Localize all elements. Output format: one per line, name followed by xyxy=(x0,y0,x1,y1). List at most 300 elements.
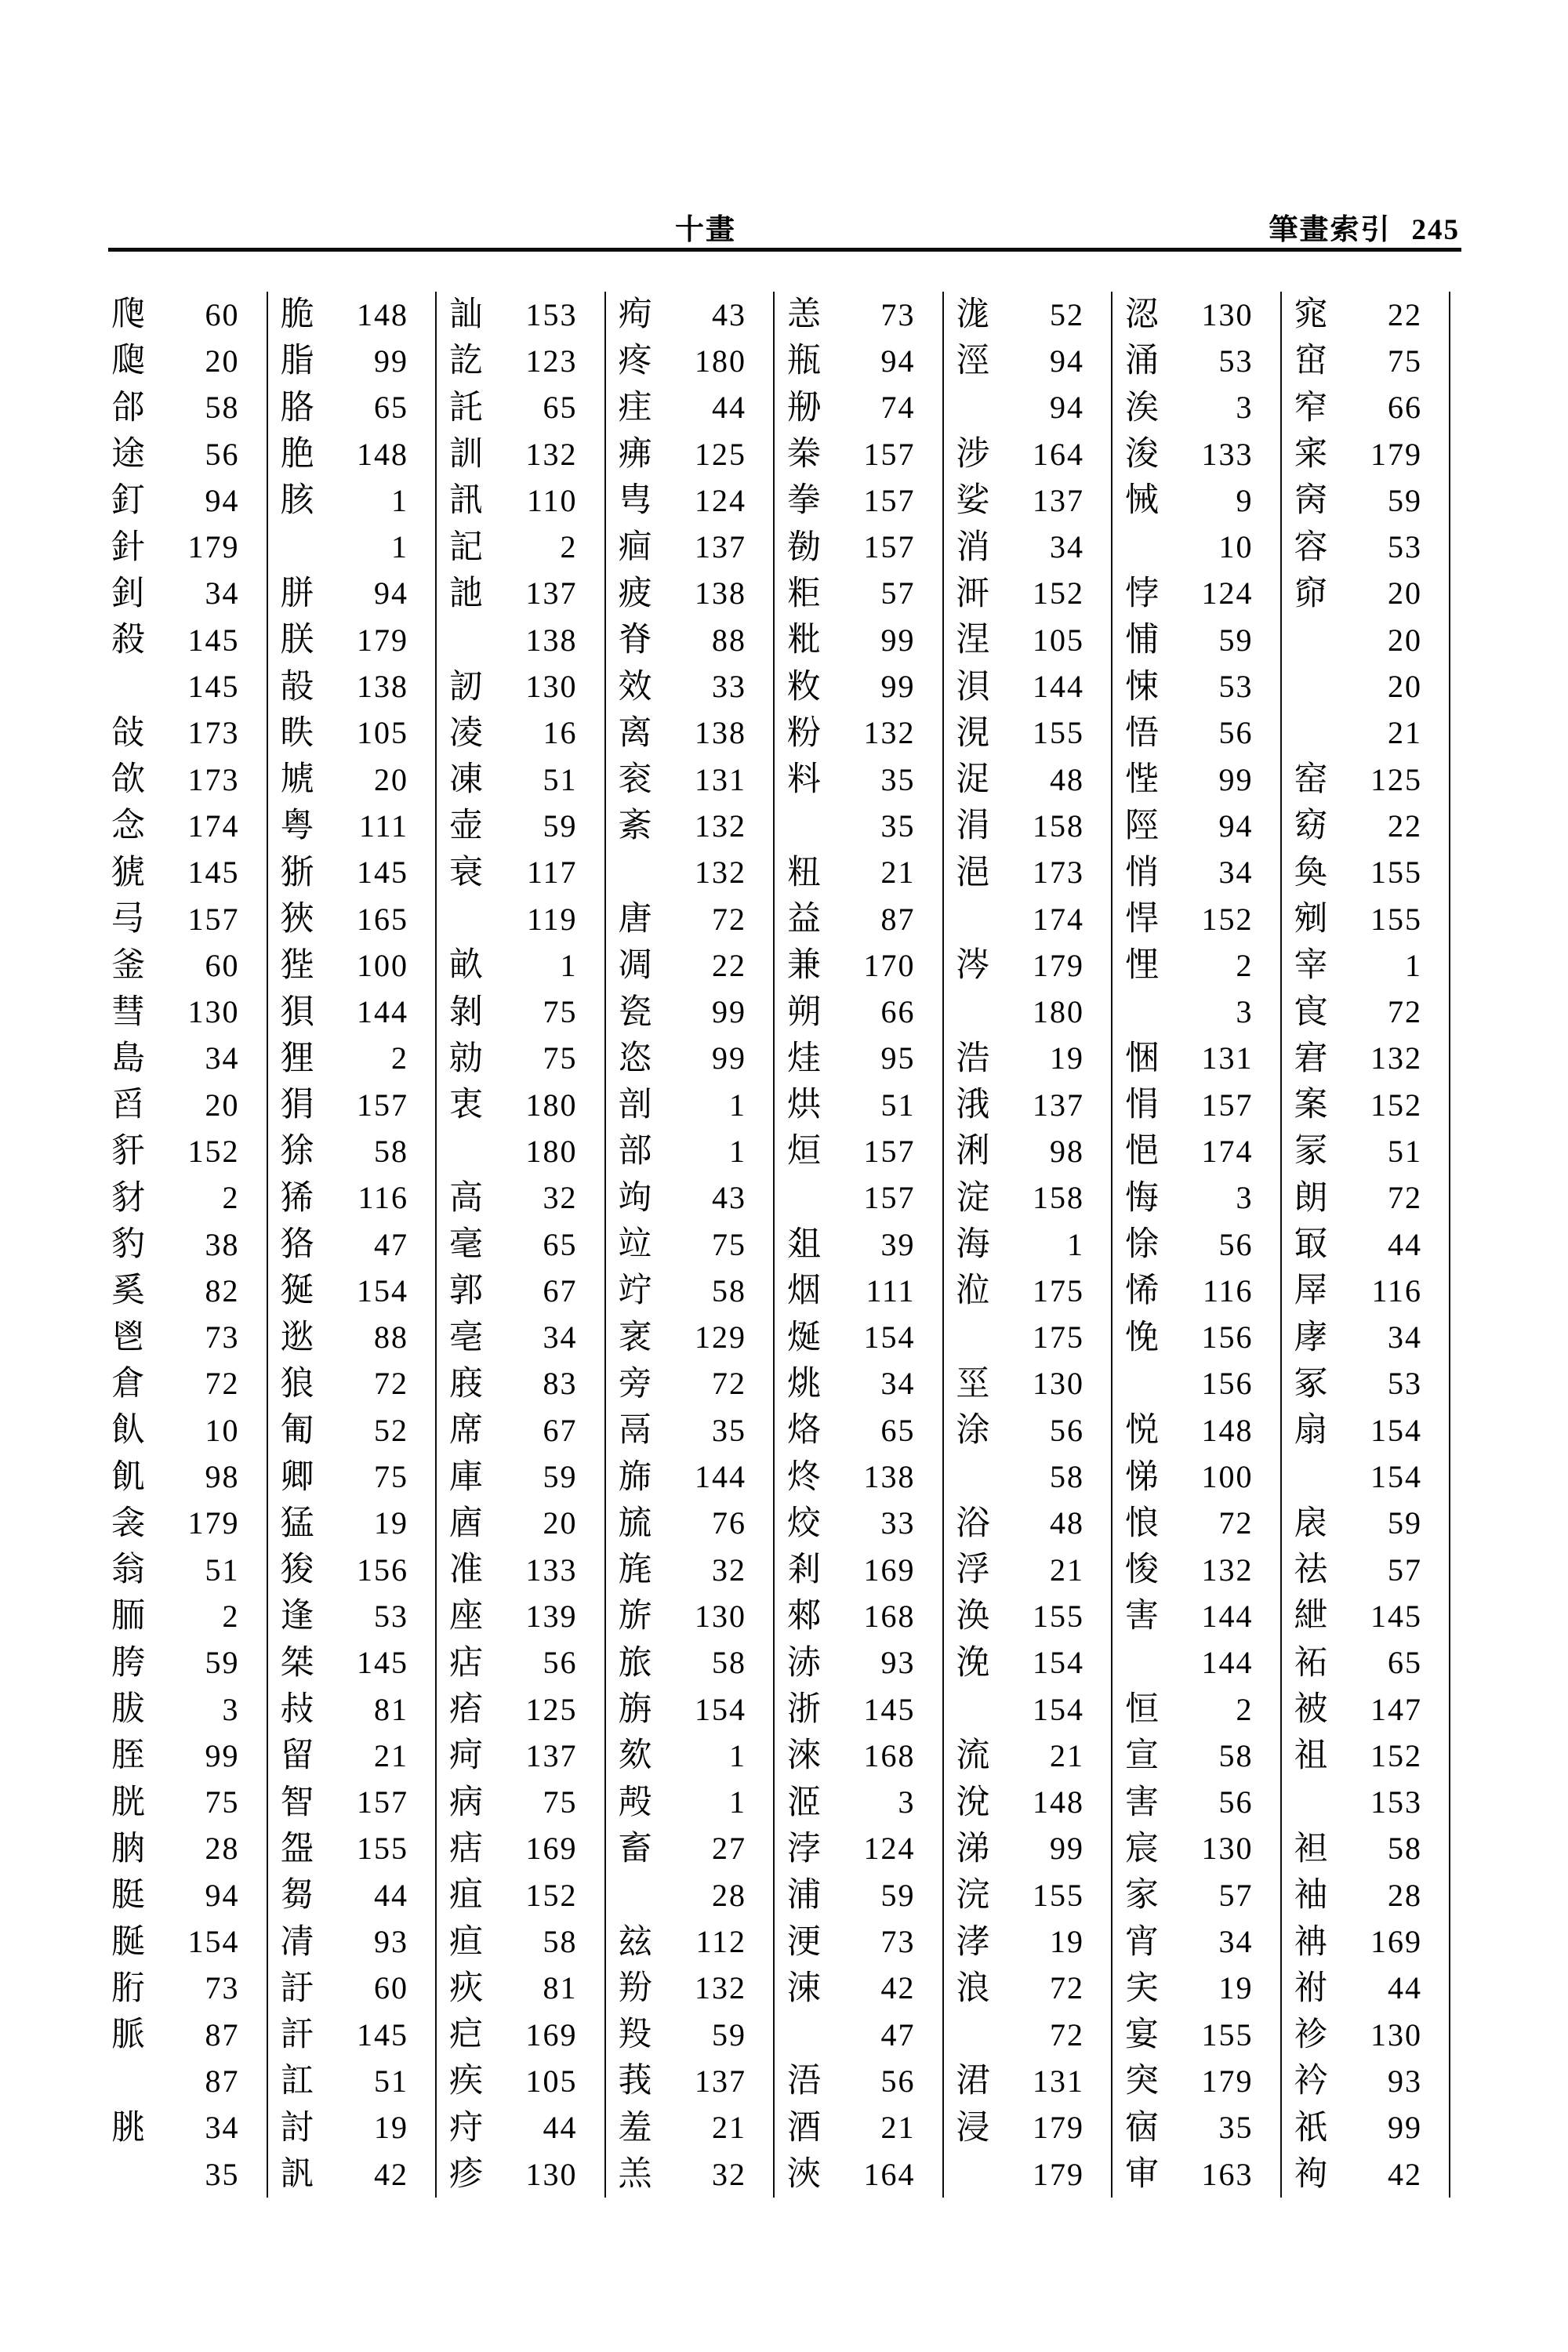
entry-character: 猇 xyxy=(111,854,145,891)
index-entry xyxy=(437,2058,604,2104)
entry-character: 粔 xyxy=(787,575,821,612)
entry-character: 浚 xyxy=(1125,436,1159,474)
index-entry xyxy=(775,1315,942,1361)
entry-character: 訓 xyxy=(449,436,483,474)
entry-page-number: 138 xyxy=(525,622,578,658)
index-entry xyxy=(606,1268,774,1314)
entry-page-number: 75 xyxy=(543,1784,578,1820)
index-entry xyxy=(1112,2151,1280,2198)
entry-character: 窋 xyxy=(1294,343,1328,380)
index-entry xyxy=(606,524,774,570)
entry-page-number: 180 xyxy=(695,343,746,379)
entry-character: 坙 xyxy=(956,1365,990,1403)
entry-page-number: 95 xyxy=(880,1040,916,1076)
entry-page-number: 145 xyxy=(187,855,240,891)
index-entry xyxy=(606,1640,774,1686)
entry-page-number: 144 xyxy=(695,1459,746,1495)
index-entry xyxy=(437,617,604,663)
entry-page-number: 65 xyxy=(543,1226,578,1262)
index-entry xyxy=(1282,617,1450,663)
index-entry xyxy=(268,1036,436,1082)
entry-page-number: 19 xyxy=(1050,1040,1084,1076)
entry-page-number: 125 xyxy=(1370,761,1422,797)
entry-character: 疸 xyxy=(449,1923,483,1961)
entry-character: 殸 xyxy=(618,1784,652,1821)
entry-character: 狿 xyxy=(280,1272,314,1310)
entry-page-number: 133 xyxy=(525,1552,578,1588)
entry-page-number: 72 xyxy=(374,1366,408,1402)
entry-character: 害 xyxy=(1125,1784,1159,1821)
entry-character: 敉 xyxy=(787,668,821,706)
index-entry xyxy=(268,1501,436,1547)
index-entry xyxy=(99,1036,267,1082)
entry-character: 畜 xyxy=(618,1830,652,1867)
entry-character: 祛 xyxy=(1294,1552,1328,1589)
index-entry xyxy=(944,1175,1112,1221)
index-entry xyxy=(437,1036,604,1082)
entry-page-number: 21 xyxy=(712,2110,746,2146)
index-entry xyxy=(1282,1361,1450,1407)
entry-character: 突 xyxy=(1125,2063,1159,2100)
entry-character: 爼 xyxy=(787,1226,821,1264)
entry-page-number: 73 xyxy=(205,1319,240,1356)
entry-character: 胯 xyxy=(111,1644,145,1682)
entry-page-number: 21 xyxy=(374,1737,408,1773)
entry-page-number: 75 xyxy=(205,1784,240,1820)
entry-page-number: 32 xyxy=(712,2156,746,2192)
index-entry xyxy=(1282,1547,1450,1593)
entry-character: 悄 xyxy=(1125,854,1159,891)
entry-page-number: 34 xyxy=(543,1319,578,1356)
entry-page-number: 105 xyxy=(525,2063,578,2099)
index-entry xyxy=(775,1733,942,1779)
entry-page-number: 56 xyxy=(1218,1784,1254,1820)
entry-character: 烄 xyxy=(787,1504,821,1542)
index-entry xyxy=(775,477,942,524)
index-entry xyxy=(99,292,267,338)
entry-page-number: 2 xyxy=(222,1180,240,1216)
entry-page-number: 145 xyxy=(1370,1598,1422,1634)
index-entry xyxy=(437,1780,604,1826)
entry-page-number: 9 xyxy=(1236,482,1254,518)
entry-character: 悒 xyxy=(1125,1133,1159,1171)
entry-character: 涀 xyxy=(956,714,990,752)
entry-page-number: 168 xyxy=(863,1737,916,1773)
entry-character: 浯 xyxy=(787,2063,821,2100)
index-entry xyxy=(606,1918,774,1965)
entry-page-number: 94 xyxy=(1218,808,1254,844)
index-entry xyxy=(944,803,1112,849)
index-entry xyxy=(944,1128,1112,1174)
entry-character: 羔 xyxy=(618,2156,652,2194)
index-entry xyxy=(944,1733,1112,1779)
entry-page-number: 154 xyxy=(695,1691,746,1727)
entry-page-number: 51 xyxy=(880,1087,916,1123)
entry-character: 脠 xyxy=(111,1923,145,1961)
entry-page-number: 154 xyxy=(357,1272,408,1308)
index-column xyxy=(268,292,437,2198)
index-entry xyxy=(437,1640,604,1686)
index-entry xyxy=(944,2151,1112,2198)
entry-character: 部 xyxy=(618,1133,652,1171)
entry-page-number: 16 xyxy=(543,715,578,751)
index-entry xyxy=(268,1965,436,2012)
index-entry xyxy=(1282,524,1450,570)
index-entry xyxy=(775,1826,942,1872)
entry-character: 討 xyxy=(280,2109,314,2147)
entry-page-number: 168 xyxy=(863,1598,916,1634)
index-entry xyxy=(99,385,267,431)
entry-character: 釗 xyxy=(111,575,145,612)
entry-character: 祇 xyxy=(1294,2109,1328,2147)
entry-page-number: 1 xyxy=(391,482,408,518)
index-entry xyxy=(944,942,1112,989)
index-entry xyxy=(944,1826,1112,1872)
entry-character: 袗 xyxy=(1294,2016,1328,2054)
entry-page-number: 28 xyxy=(712,1877,746,1913)
index-entry xyxy=(268,385,436,431)
entry-character: 宣 xyxy=(1125,1737,1159,1775)
entry-page-number: 158 xyxy=(1033,1180,1084,1216)
index-entry xyxy=(944,1082,1112,1128)
index-entry xyxy=(437,1826,604,1872)
entry-page-number: 58 xyxy=(543,1924,578,1960)
index-entry xyxy=(437,1175,604,1221)
entry-page-number: 58 xyxy=(1388,1831,1422,1867)
index-entry xyxy=(1282,1082,1450,1128)
entry-character: 浭 xyxy=(787,1923,821,1961)
entry-character: 浝 xyxy=(956,296,990,334)
entry-character: 悚 xyxy=(1125,668,1159,706)
entry-character: 疲 xyxy=(618,575,652,612)
entry-character: 唐 xyxy=(618,901,652,938)
index-entry xyxy=(775,989,942,1035)
entry-page-number: 21 xyxy=(880,855,916,891)
entry-page-number: 133 xyxy=(1201,436,1254,472)
index-entry xyxy=(1112,1593,1280,1639)
entry-page-number: 20 xyxy=(205,1087,240,1123)
entry-character: 病 xyxy=(449,1784,483,1821)
entry-page-number: 19 xyxy=(1050,1924,1084,1960)
entry-page-number: 157 xyxy=(187,901,240,937)
index-entry xyxy=(606,2012,774,2058)
index-entry xyxy=(99,1268,267,1314)
entry-character: 胈 xyxy=(111,1691,145,1729)
index-entry xyxy=(775,571,942,617)
index-column xyxy=(606,292,775,2198)
entry-page-number: 155 xyxy=(1370,855,1422,891)
index-entry xyxy=(944,989,1112,1035)
entry-page-number: 10 xyxy=(205,1412,240,1448)
index-entry xyxy=(1112,571,1280,617)
index-entry xyxy=(1112,292,1280,338)
entry-page-number: 124 xyxy=(1201,575,1254,612)
entry-page-number: 20 xyxy=(1388,622,1422,658)
entry-page-number: 58 xyxy=(712,1645,746,1681)
entry-page-number: 21 xyxy=(880,2110,916,2146)
entry-character: 浪 xyxy=(956,1969,990,2007)
entry-page-number: 53 xyxy=(1218,343,1254,379)
index-column xyxy=(1112,292,1282,2198)
entry-page-number: 53 xyxy=(1388,1366,1422,1402)
entry-character: 桀 xyxy=(280,1644,314,1682)
entry-character: 旄 xyxy=(618,1552,652,1589)
entry-character: 朗 xyxy=(1294,1179,1328,1217)
entry-page-number: 179 xyxy=(187,529,240,565)
index-entry xyxy=(1112,338,1280,384)
entry-page-number: 153 xyxy=(1370,1784,1422,1820)
entry-character: 旈 xyxy=(618,1504,652,1542)
entry-character: 涉 xyxy=(956,436,990,474)
entry-character: 訑 xyxy=(449,575,483,612)
entry-page-number: 138 xyxy=(695,715,746,751)
entry-character: 倉 xyxy=(111,1365,145,1403)
entry-character: 宵 xyxy=(1125,1923,1159,1961)
index-entry xyxy=(99,2012,267,2058)
index-entry xyxy=(775,431,942,477)
entry-page-number: 169 xyxy=(525,2016,578,2053)
entry-character: 浰 xyxy=(956,1133,990,1171)
index-entry xyxy=(437,1872,604,1918)
entry-character: 訊 xyxy=(449,482,483,520)
entry-page-number: 154 xyxy=(1370,1459,1422,1495)
entry-page-number: 59 xyxy=(880,1877,916,1913)
entry-page-number: 152 xyxy=(1370,1737,1422,1773)
entry-page-number: 57 xyxy=(1218,1877,1254,1913)
entry-page-number: 59 xyxy=(205,1645,240,1681)
entry-page-number: 59 xyxy=(712,2016,746,2053)
index-entry xyxy=(1112,1826,1280,1872)
entry-page-number: 99 xyxy=(205,1737,240,1773)
entry-page-number: 65 xyxy=(1388,1645,1422,1681)
entry-character: 豻 xyxy=(111,1133,145,1171)
entry-page-number: 131 xyxy=(1033,2063,1084,2099)
index-entry xyxy=(268,850,436,896)
entry-page-number: 154 xyxy=(863,1319,916,1356)
entry-character: 涘 xyxy=(1125,389,1159,426)
index-entry xyxy=(944,431,1112,477)
index-entry xyxy=(606,1454,774,1500)
entry-page-number: 59 xyxy=(543,1459,578,1495)
entry-page-number: 99 xyxy=(880,669,916,705)
index-entry xyxy=(99,710,267,757)
index-entry xyxy=(268,1175,436,1221)
index-entry xyxy=(775,1640,942,1686)
entry-character: 朕 xyxy=(280,622,314,659)
entry-character: 郲 xyxy=(787,1598,821,1635)
entry-page-number: 144 xyxy=(1033,669,1084,705)
index-entry xyxy=(606,1965,774,2012)
index-entry xyxy=(99,431,267,477)
index-entry xyxy=(268,896,436,942)
entry-character: 酒 xyxy=(787,2109,821,2147)
entry-character: 途 xyxy=(111,436,145,474)
entry-character: 痐 xyxy=(618,528,652,566)
index-entry xyxy=(99,1593,267,1639)
index-entry xyxy=(944,1547,1112,1593)
index-entry xyxy=(944,850,1112,896)
entry-page-number: 124 xyxy=(863,1831,916,1867)
entry-page-number: 163 xyxy=(1201,2156,1254,2192)
entry-page-number: 145 xyxy=(187,622,240,658)
entry-character: 烻 xyxy=(787,1319,821,1356)
entry-character: 宸 xyxy=(1125,1830,1159,1867)
entry-character: 悍 xyxy=(1125,901,1159,938)
entry-character: 彗 xyxy=(111,993,145,1031)
index-entry xyxy=(268,524,436,570)
index-entry xyxy=(606,1733,774,1779)
entry-page-number: 59 xyxy=(543,808,578,844)
index-entry xyxy=(1112,1733,1280,1779)
entry-character: 旆 xyxy=(618,1458,652,1496)
entry-character: 毫 xyxy=(449,1226,483,1264)
index-entry xyxy=(1282,1872,1450,1918)
index-entry xyxy=(775,1501,942,1547)
entry-page-number: 48 xyxy=(1050,761,1084,797)
index-entry xyxy=(437,663,604,710)
entry-character: 壶 xyxy=(449,808,483,845)
entry-character: 恙 xyxy=(787,296,821,334)
entry-character: 紊 xyxy=(618,808,652,845)
entry-character: 悑 xyxy=(1125,622,1159,659)
index-entry xyxy=(944,1918,1112,1965)
index-entry xyxy=(775,1872,942,1918)
index-entry xyxy=(1282,2105,1450,2151)
entry-character: 窑 xyxy=(1294,761,1328,799)
entry-page-number: 67 xyxy=(543,1272,578,1308)
index-entry xyxy=(437,524,604,570)
index-entry xyxy=(1112,1501,1280,1547)
entry-character: 悈 xyxy=(1125,482,1159,520)
index-entry xyxy=(1112,1547,1280,1593)
index-entry xyxy=(1112,1965,1280,2012)
entry-character: 祖 xyxy=(1294,1737,1328,1775)
index-entry xyxy=(268,757,436,803)
entry-character: 剙 xyxy=(787,389,821,426)
entry-character: 悝 xyxy=(1125,947,1159,985)
entry-character: 疴 xyxy=(449,1737,483,1775)
index-entry xyxy=(268,2151,436,2198)
entry-character: 郃 xyxy=(111,389,145,426)
entry-page-number: 72 xyxy=(1388,994,1422,1030)
entry-page-number: 72 xyxy=(205,1366,240,1402)
index-entry xyxy=(1112,1128,1280,1174)
index-entry xyxy=(775,292,942,338)
entry-page-number: 99 xyxy=(1050,1831,1084,1867)
entry-page-number: 1 xyxy=(1405,947,1422,983)
entry-page-number: 59 xyxy=(1388,482,1422,518)
entry-character: 效 xyxy=(618,668,652,706)
entry-page-number: 56 xyxy=(880,2063,916,2099)
entry-character: 疛 xyxy=(449,2109,483,2147)
index-entry xyxy=(944,571,1112,617)
entry-page-number: 157 xyxy=(1201,1087,1254,1123)
entry-page-number: 34 xyxy=(205,575,240,612)
index-entry xyxy=(268,1407,436,1454)
index-entry xyxy=(1282,571,1450,617)
index-entry xyxy=(268,1872,436,1918)
entry-character: 宷 xyxy=(1294,436,1328,474)
entry-character: 釘 xyxy=(111,482,145,520)
index-entry xyxy=(606,896,774,942)
entry-page-number: 56 xyxy=(1218,1226,1254,1262)
entry-character: 旃 xyxy=(618,1691,652,1729)
index-entry xyxy=(268,1547,436,1593)
index-entry xyxy=(944,2058,1112,2104)
entry-character: 羞 xyxy=(618,2109,652,2147)
index-entry xyxy=(775,1454,942,1500)
entry-page-number: 56 xyxy=(1050,1412,1084,1448)
entry-page-number: 99 xyxy=(712,994,746,1030)
entry-character: 烜 xyxy=(787,1133,821,1171)
entry-page-number: 152 xyxy=(187,1133,240,1169)
entry-page-number: 19 xyxy=(374,1505,408,1541)
entry-character: 审 xyxy=(1125,2156,1159,2194)
index-entry xyxy=(1282,1640,1450,1686)
entry-page-number: 73 xyxy=(880,1924,916,1960)
index-entry xyxy=(1282,1780,1450,1826)
entry-character: 宴 xyxy=(1125,2016,1159,2054)
index-entry xyxy=(99,1640,267,1686)
entry-page-number: 94 xyxy=(880,343,916,379)
entry-page-number: 87 xyxy=(205,2016,240,2053)
entry-character: 爮 xyxy=(111,296,145,334)
index-entry xyxy=(606,1407,774,1454)
entry-character: 涂 xyxy=(956,1412,990,1450)
entry-page-number: 42 xyxy=(374,2156,408,2192)
entry-page-number: 157 xyxy=(863,482,916,518)
entry-page-number: 53 xyxy=(1218,669,1254,705)
entry-character: 㱿 xyxy=(280,668,314,706)
entry-page-number: 154 xyxy=(1370,1412,1422,1448)
entry-character: 宰 xyxy=(1294,947,1328,985)
stroke-section-title: 十畫 xyxy=(675,214,736,246)
entry-page-number: 75 xyxy=(1388,343,1422,379)
entry-page-number: 75 xyxy=(712,1226,746,1262)
entry-character: 粈 xyxy=(787,854,821,891)
entry-character: 洍 xyxy=(787,1784,821,1821)
entry-character: 恒 xyxy=(1125,1691,1159,1729)
index-entry xyxy=(944,1315,1112,1361)
index-entry xyxy=(1282,1826,1450,1872)
index-entry xyxy=(268,1780,436,1826)
index-entry xyxy=(99,663,267,710)
entry-page-number: 180 xyxy=(525,1087,578,1123)
entry-page-number: 44 xyxy=(1388,1970,1422,2006)
entry-character: 脡 xyxy=(111,1877,145,1915)
index-entry xyxy=(268,1826,436,1872)
entry-page-number: 75 xyxy=(374,1459,408,1495)
entry-page-number: 35 xyxy=(880,761,916,797)
entry-character: 悟 xyxy=(1125,714,1159,752)
entry-page-number: 116 xyxy=(358,1180,408,1216)
entry-character: 悕 xyxy=(1125,1272,1159,1310)
index-entry xyxy=(944,1036,1112,1082)
index-entry xyxy=(606,2105,774,2151)
entry-character: 瓟 xyxy=(111,343,145,380)
index-entry xyxy=(606,1315,774,1361)
entry-page-number: 59 xyxy=(1388,1505,1422,1541)
entry-character: 疹 xyxy=(449,2156,483,2194)
entry-character: 涑 xyxy=(787,1969,821,2007)
entry-character: 浹 xyxy=(787,2156,821,2194)
entry-page-number: 66 xyxy=(1388,390,1422,426)
index-entry xyxy=(268,2058,436,2104)
entry-character: 翁 xyxy=(111,1552,145,1589)
index-entry xyxy=(99,757,267,803)
entry-page-number: 179 xyxy=(187,1505,240,1541)
index-entry xyxy=(775,896,942,942)
